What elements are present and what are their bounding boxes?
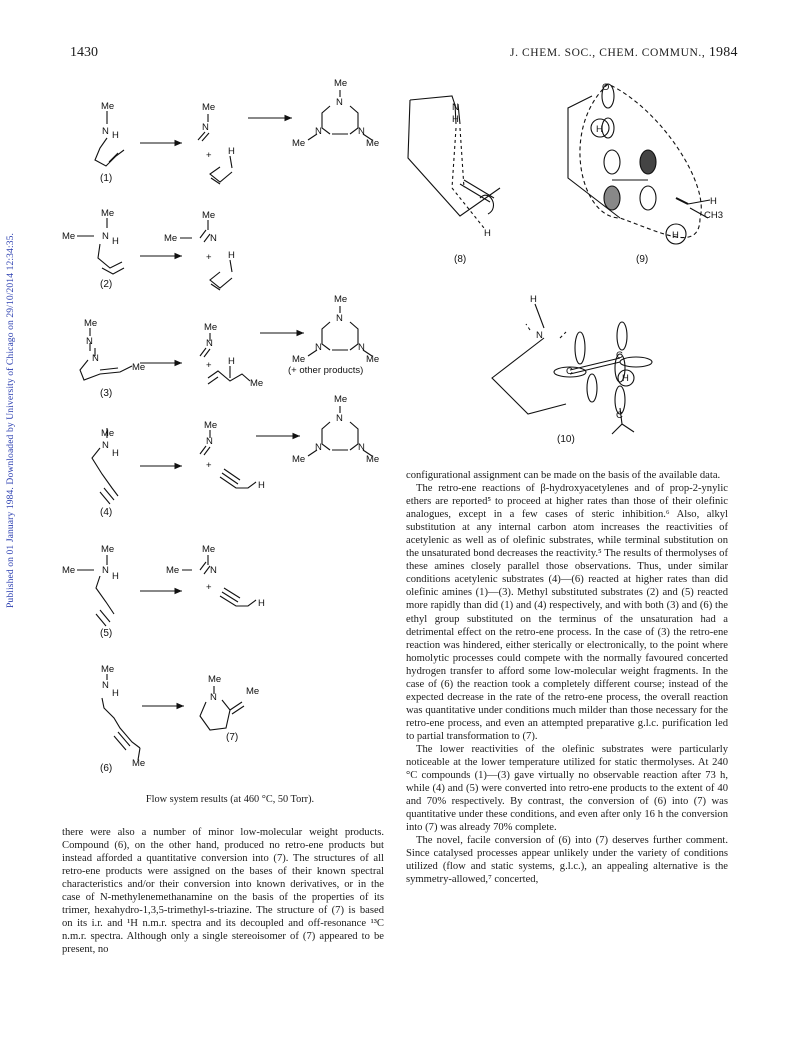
atom-me: Me [202, 210, 216, 221]
atom-h: H [112, 130, 119, 141]
atom-me: Me [202, 102, 216, 113]
scheme-caption: Flow system results (at 460 °C, 50 Torr). [145, 794, 315, 805]
compound-label-7: (7) [226, 732, 239, 743]
atom-n: N [202, 122, 209, 133]
atom-h: H [112, 448, 119, 459]
atom-o: O [602, 82, 610, 93]
atom-n: N [210, 692, 217, 703]
atom-n: N [206, 436, 213, 447]
compound-label-10: (10) [557, 434, 575, 445]
atom-n: N [315, 442, 322, 453]
journal-header [510, 45, 738, 61]
body-text-right-column [406, 469, 728, 887]
atom-me: Me [164, 233, 178, 244]
paragraph: The retro-ene reactions of β-hydroxyacetylenes and of prop-2-ynylic ethers are reported⁵ to proceed at higher rates than those of their olefinic analogues, except in a few cases of steric inhibition.⁶ Also, alkyl substitution at any internal carbon atom increases the reactivities of acetylenic as well as of olefinic substrates, while terminal substitution on the unsaturated bond decreases the reactivity.⁵ The results of thermolyses of these amines closely parallel those observations. Thus, under similar conditions acetylenic substrates (4)—(6) reacted at higher rates than did olefinic amines (1)—(3). Methyl substituted substrates (2) and (5) reacted more rapidly than did (1) and (4) respectively, and with both (3) and (6) the ethyl group substituted on the terminus of the unsaturation had a detrimental effect on the retro-ene process. In the case of (3) the retro-ene reaction was hindered, either sterically or electronically, to the point where homolytic processes could compete with the normally favoured concerted hydrogen transfer to afford some low-molecular weight fragments. In the case of (6) the reaction took a completely different course; instead of the expected decrease in the rate of the retro-ene process, the overall reaction was quantitative under conditions much milder than those necessary for the retro-ene process, and even an attempted preparative g.l.c. purification led to partial transformation to (7). [406, 483, 728, 742]
paragraph: configurational assignment can be made on the basis of the available data. [406, 470, 721, 481]
atom-n: N [452, 102, 459, 113]
atom-me: Me [84, 318, 98, 329]
atom-me: Me [334, 78, 348, 89]
atom-h: H [710, 196, 717, 207]
journal-name: J. CHEM. SOC., CHEM. COMMUN., [510, 47, 706, 59]
paragraph: The novel, facile conversion of (6) into (7) deserves further comment. Since catalysed processes appear unlikely under the variety of conditions utilized (flow and static systems, g.l.c.), an appealing alternative is the symmetry-allowed,⁷ concerted, [406, 835, 728, 886]
atom-me: Me [101, 208, 115, 219]
atom-n: N [358, 126, 365, 137]
atom-n: N [102, 440, 109, 451]
atom-h: H [228, 356, 235, 367]
atom-plus: + [206, 582, 212, 593]
atom-h: H [228, 250, 235, 261]
compound-label-4: (4) [100, 507, 113, 518]
atom-me: Me [204, 420, 218, 431]
atom-h: H [672, 230, 679, 241]
atom-n: N [336, 97, 343, 108]
atom-me: Me [202, 544, 216, 555]
atom-me: Me [101, 101, 115, 112]
page-number: 1430 [70, 45, 98, 60]
atom-n: N [86, 336, 93, 347]
atom-c: C [566, 366, 573, 377]
atom-c: C [616, 350, 623, 361]
atom-me: Me [101, 544, 115, 555]
atom-n: N [336, 313, 343, 324]
atom-me: Me [101, 664, 115, 675]
atom-me: Me [208, 674, 222, 685]
download-notice-text: Published on 01 January 1984. Downloaded by University of Chicago on 29/10/2014 12:34:35. [5, 232, 17, 608]
atom-me: Me [292, 454, 306, 465]
atom-me: Me [246, 686, 260, 697]
atom-n: N [358, 442, 365, 453]
atom-h: H [228, 146, 235, 157]
atom-plus: + [206, 252, 212, 263]
atom-me: Me [101, 428, 115, 439]
atom-h: H [622, 373, 629, 384]
atom-n: N [92, 353, 99, 364]
atom-me: Me [292, 138, 306, 149]
atom-n: N [102, 126, 109, 137]
atom-h: H [530, 294, 537, 305]
atom-n: N [102, 565, 109, 576]
atom-me: Me [366, 138, 380, 149]
body-text-left-column: there were also a number of minor low-molecular weight products. Compound (6), on the other hand, produced no retro-ene products but instead afforded a quantitative conversion into (7). The structures of all retro-ene products were assigned on the bases of their known spectral characteristics and/or their conversion into known derivatives, or in the case of N-methylenemethanamine on the basis of the properties of its trimer, hexahydro-1,3,5-trimethyl-s-triazine. The structure of (7) is based on its i.r. and ¹H n.m.r. spectra and its decoupled and off-resonance ¹³C n.m.r. spectra. Although only a single stereoisomer of (7) appeared to be present, no [62, 827, 384, 956]
atom-n: N [315, 126, 322, 137]
atom-n: N [206, 338, 213, 349]
compound-label-9: (9) [636, 254, 649, 265]
atom-me: Me [366, 354, 380, 365]
atom-h: H [596, 124, 603, 135]
atom-h: H [112, 688, 119, 699]
atom-n: N [102, 680, 109, 691]
compound-label-8: (8) [454, 254, 467, 265]
atom-me: Me [62, 565, 76, 576]
atom-h: H [258, 598, 265, 609]
atom-plus: + [206, 150, 212, 161]
compound-label-3: (3) [100, 388, 113, 399]
compound-label-2: (2) [100, 279, 113, 290]
atom-n: N [210, 565, 217, 576]
atom-me: Me [250, 378, 264, 389]
atom-plus: + [206, 360, 212, 371]
atom-h: H [112, 236, 119, 247]
atom-n: N [536, 330, 543, 341]
atom-n: N [358, 342, 365, 353]
atom-h: H [452, 114, 459, 125]
other-products: (+ other products) [288, 365, 364, 376]
atom-h: H [258, 480, 265, 491]
atom-me: Me [292, 354, 306, 365]
atom-me: Me [132, 362, 146, 373]
atom-n: N [102, 231, 109, 242]
download-notice [4, 170, 18, 670]
atom-ch3: CH3 [704, 210, 724, 221]
atom-me: Me [366, 454, 380, 465]
atom-plus: + [206, 460, 212, 471]
atom-me: Me [132, 758, 146, 769]
compound-label-5: (5) [100, 628, 113, 639]
atom-me: Me [334, 294, 348, 305]
atom-me: Me [62, 231, 76, 242]
atom-n: N [336, 413, 343, 424]
compound-label-6: (6) [100, 763, 113, 774]
atom-n: N [210, 233, 217, 244]
compound-label-1: (1) [100, 173, 113, 184]
atom-n: N [315, 342, 322, 353]
atom-h: H [112, 571, 119, 582]
atom-me: Me [204, 322, 218, 333]
journal-year: 1984 [708, 45, 738, 60]
atom-me: Me [334, 394, 348, 405]
atom-h: H [484, 228, 491, 239]
paragraph: The lower reactivities of the olefinic substrates were particularly noticeable at the lower temperature utilized for static thermolyses. At 240 °C compounds (1)—(3) gave virtually no observable reaction after 73 h, while (4) and (5) were converted into retro-ene products to the extent of 40 and 70% respectively. By contrast, the conversion of (6) into (7) was quantitative under these conditions, and even after only 16 h the conversion into (7) was already 70% complete. [406, 743, 728, 834]
atom-c: C [616, 410, 623, 421]
atom-me: Me [166, 565, 180, 576]
